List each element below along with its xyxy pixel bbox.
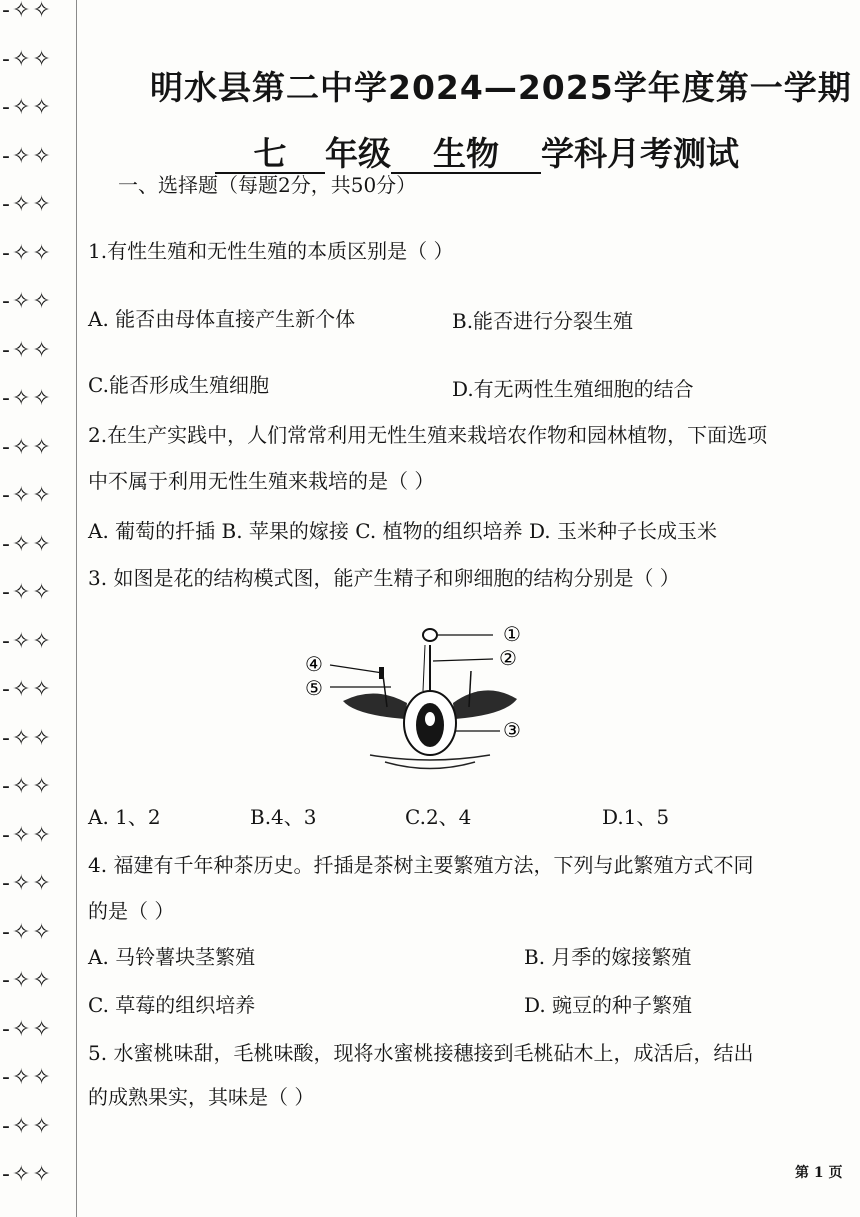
margin-mark: -✧✧ (2, 337, 53, 363)
margin-mark: -✧✧ (2, 143, 53, 169)
question-2-stem-line1: 2.在生产实践中，人们常常利用无性生殖来栽培农作物和园林植物，下面选项 (88, 423, 768, 447)
margin-mark: -✧✧ (2, 871, 53, 896)
question-4-option-c: C. 草莓的组织培养 (88, 993, 256, 1017)
margin-mark: -✧✧ (2, 677, 53, 702)
page-title: 明水县第二中学2024—2025学年度第一学期 (150, 68, 852, 107)
margin-mark: -✧✧ (2, 192, 53, 217)
question-2-stem-line2: 中不属于利用无性生殖来栽培的是（ ） (88, 469, 435, 493)
figure-label-5: ⑤ (305, 676, 323, 700)
margin-mark: -✧✧ (2, 240, 53, 266)
margin-mark: -✧✧ (2, 774, 53, 799)
margin-mark: -✧✧ (2, 289, 53, 314)
grade-suffix: 年级 (325, 134, 391, 173)
grade-blank: 七 (215, 136, 325, 174)
right-petal (453, 690, 517, 719)
question-5-stem-line1: 5. 水蜜桃味甜，毛桃味酸，现将水蜜桃接穗接到毛桃砧木上，成活后，结出 (88, 1041, 754, 1065)
question-3-option-a: A. 1、2 (88, 805, 161, 829)
stigma (423, 629, 437, 641)
margin-mark: -✧✧ (2, 434, 53, 460)
margin-mark: -✧✧ (2, 822, 53, 848)
margin-mark: -✧✧ (2, 46, 53, 72)
question-1-option-b: B.能否进行分裂生殖 (452, 309, 634, 333)
question-5-stem-line2: 的成熟果实，其味是（ ） (88, 1085, 315, 1109)
style-outline (423, 645, 425, 691)
figure-label-2: ② (499, 646, 517, 670)
subtitle-suffix: 学科月考测试 (541, 134, 739, 173)
figure-label-3: ③ (503, 718, 521, 742)
figure-label-4: ④ (305, 652, 323, 676)
margin-mark: -✧✧ (2, 1162, 53, 1187)
page-number: 第 1 页 (795, 1165, 843, 1181)
question-4-option-d: D. 豌豆的种子繁殖 (524, 993, 693, 1017)
margin-mark: -✧✧ (2, 531, 53, 557)
margin-mark: -✧✧ (2, 1065, 53, 1090)
binding-margin (0, 0, 74, 1217)
question-2-options: A. 葡萄的扦插 B. 苹果的嫁接 C. 植物的组织培养 D. 玉米种子长成玉米 (88, 519, 717, 543)
question-1-option-a: A. 能否由母体直接产生新个体 (88, 307, 356, 331)
subject-blank: 生物 (391, 136, 541, 174)
margin-mark: -✧✧ (2, 483, 53, 508)
ovule-cell (425, 712, 435, 726)
question-3-option-c: C.2、4 (405, 805, 472, 829)
section-heading: 一、选择题（每题2分，共50分） (118, 173, 417, 197)
question-3-option-b: B.4、3 (250, 805, 317, 829)
margin-mark: -✧✧ (2, 1016, 53, 1042)
left-petal (343, 693, 407, 719)
margin-mark: -✧✧ (2, 0, 53, 23)
page-subtitle (215, 128, 739, 175)
margin-mark: -✧✧ (2, 386, 53, 411)
margin-divider (76, 0, 77, 1217)
question-4-option-a: A. 马铃薯块茎繁殖 (88, 945, 256, 969)
question-1-stem: 1.有性生殖和无性生殖的本质区别是（ ） (88, 239, 454, 263)
question-3-option-d: D.1、5 (602, 805, 670, 829)
margin-mark: -✧✧ (2, 1113, 53, 1139)
flower-structure-diagram (295, 615, 535, 775)
question-1-option-d: D.有无两性生殖细胞的结合 (452, 377, 694, 401)
receptacle-line-lower (385, 762, 475, 769)
margin-mark: -✧✧ (2, 919, 53, 945)
question-1-option-c: C.能否形成生殖细胞 (88, 373, 269, 397)
margin-mark: -✧✧ (2, 580, 53, 605)
margin-mark: -✧✧ (2, 725, 53, 751)
margin-mark: -✧✧ (2, 628, 53, 654)
margin-mark: -✧✧ (2, 95, 53, 120)
figure-label-1: ① (503, 622, 521, 646)
question-4-stem-line2: 的是（ ） (88, 899, 175, 923)
question-4-option-b: B. 月季的嫁接繁殖 (524, 945, 692, 969)
question-3-stem: 3. 如图是花的结构模式图，能产生精子和卵细胞的结构分别是（ ） (88, 566, 680, 590)
question-4-stem-line1: 4. 福建有千年种茶历史。扦插是茶树主要繁殖方法，下列与此繁殖方式不同 (88, 853, 754, 877)
margin-mark: -✧✧ (2, 968, 53, 993)
